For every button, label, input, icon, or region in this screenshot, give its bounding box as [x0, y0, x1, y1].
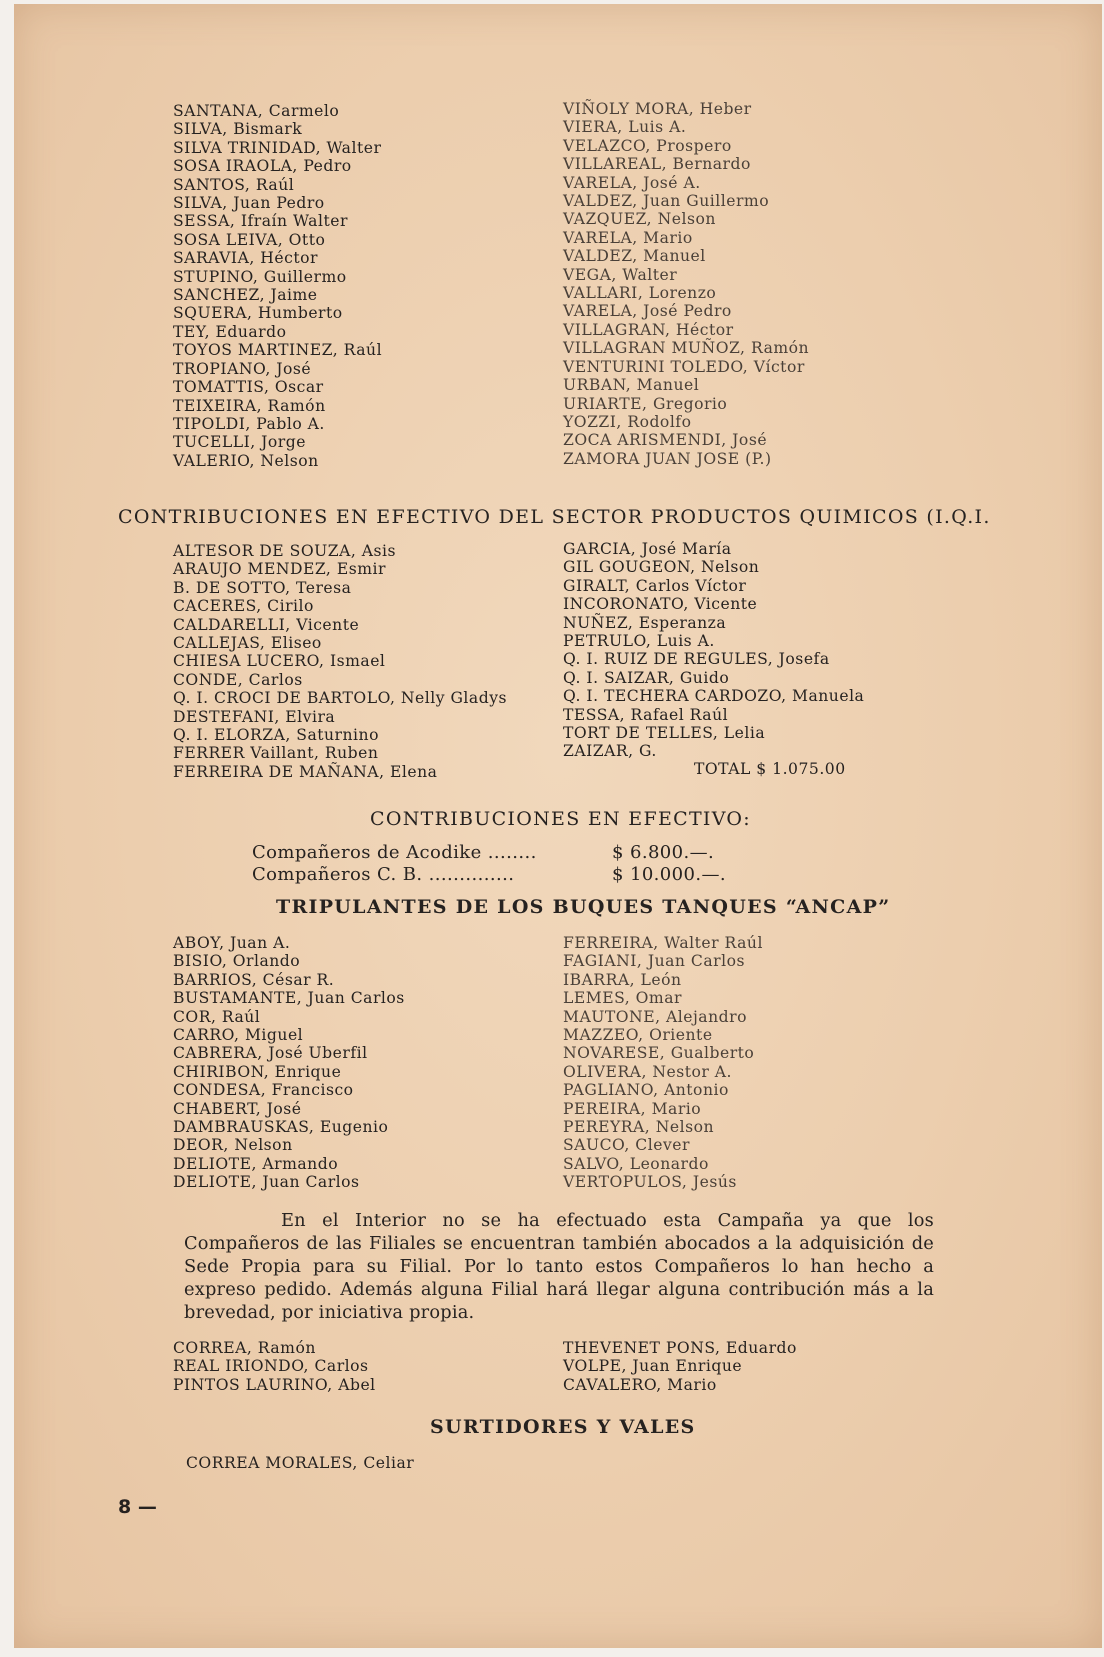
iqi-list-right [563, 540, 864, 761]
list-item: VEGA, Walter [563, 265, 678, 284]
list-item: IBARRA, León [563, 970, 682, 989]
list-item: COR, Raúl [173, 1007, 261, 1026]
list-item: PEREIRA, Mario [563, 1099, 702, 1118]
list-item: ZAIZAR, G. [563, 742, 657, 761]
list-item: VARELA, José A. [563, 173, 701, 192]
list-item: TIPOLDI, Pablo A. [173, 414, 325, 433]
list-item: GIL GOUGEON, Nelson [563, 558, 760, 577]
list-item: VALDEZ, Manuel [563, 247, 706, 266]
list-item: Q. I. SAIZAR, Guido [563, 668, 730, 687]
list-item: TROPIANO, José [173, 359, 312, 378]
interior-list-left [173, 1339, 376, 1394]
list-item: VOLPE, Juan Enrique [563, 1357, 743, 1376]
tanker-list-right [563, 934, 763, 1192]
list-item: CHIRIBON, Enrique [173, 1062, 342, 1081]
tanker-list-left [173, 934, 405, 1192]
list-item: CALLEJAS, Eliseo [173, 634, 322, 653]
iqi-total: TOTAL $ 1.075.00 [694, 760, 846, 778]
list-item: REAL IRIONDO, Carlos [173, 1357, 369, 1376]
iqi-list-left [173, 542, 507, 781]
list-item: VENTURINI TOLEDO, Víctor [563, 357, 805, 376]
list-item: GARCIA, José María [563, 540, 732, 558]
list-item: VERTOPULOS, Jesús [563, 1173, 737, 1192]
list-item: TEIXEIRA, Ramón [173, 396, 326, 415]
list-item: DELIOTE, Juan Carlos [173, 1173, 360, 1192]
cash-row-label: Compañeros de Acodike ........ [252, 842, 537, 863]
list-item: SOSA IRAOLA, Pedro [173, 157, 352, 176]
document-page [14, 4, 1102, 1648]
list-item: CAVALERO, Mario [563, 1375, 717, 1394]
list-item: DAMBRAUSKAS, Eugenio [173, 1118, 389, 1137]
list-item: CORREA MORALES, Celiar [186, 1454, 415, 1472]
list-item: Q. I. ELORZA, Saturnino [173, 726, 379, 745]
list-item: CALDARELLI, Vicente [173, 615, 360, 634]
list-item: MAUTONE, Alejandro [563, 1007, 747, 1026]
list-item: TORT DE TELLES, Lelia [563, 724, 766, 743]
cash-row-amount: $ 6.800.—. [612, 842, 715, 863]
list-item: BUSTAMANTE, Juan Carlos [173, 989, 405, 1008]
list-item: LEMES, Omar [563, 989, 682, 1008]
page-number: 8 — [118, 1496, 157, 1518]
cash-heading: CONTRIBUCIONES EN EFECTIVO: [370, 808, 752, 830]
list-item: VILLAGRAN, Héctor [563, 320, 734, 339]
list-item: ARAUJO MENDEZ, Esmir [173, 560, 386, 579]
list-item: SALVO, Leonardo [563, 1154, 709, 1173]
list-item: VELAZCO, Prospero [563, 136, 732, 155]
list-item: FERREIRA DE MAÑANA, Elena [173, 762, 438, 781]
list-item: YOZZI, Rodolfo [563, 412, 692, 431]
cash-row-label: Compañeros C. B. .............. [252, 864, 515, 885]
list-item: ZOCA ARISMENDI, José [563, 431, 768, 450]
list-item: VALERIO, Nelson [173, 451, 319, 470]
list-item: VALDEZ, Juan Guillermo [563, 192, 770, 211]
iqi-heading: CONTRIBUCIONES EN EFECTIVO DEL SECTOR PRODUCTOS QUIMICOS (I.Q.I. [118, 506, 991, 528]
list-item: VILLAREAL, Bernardo [563, 155, 751, 174]
list-item: SANCHEZ, Jaime [173, 286, 318, 305]
list-item: Q. I. RUIZ DE REGULES, Josefa [563, 650, 830, 669]
cash-row-cb [252, 864, 726, 885]
list-item: SILVA, Bismark [173, 120, 303, 139]
list-item: VAZQUEZ, Nelson [563, 210, 716, 229]
list-item: PEREYRA, Nelson [563, 1118, 715, 1137]
list-item: URIARTE, Gregorio [563, 394, 728, 413]
list-item: CORREA, Ramón [173, 1339, 316, 1357]
list-item: GIRALT, Carlos Víctor [563, 576, 747, 595]
list-item: NOVARESE, Gualberto [563, 1044, 755, 1063]
list-item: URBAN, Manuel [563, 376, 700, 395]
list-item: TUCELLI, Jorge [173, 433, 306, 452]
tanker-heading: TRIPULANTES DE LOS BUQUES TANQUES “ANCAP” [276, 896, 891, 918]
list-item: DEOR, Nelson [173, 1136, 293, 1155]
list-item: CARRO, Miguel [173, 1026, 304, 1045]
list-item: ABOY, Juan A. [173, 934, 291, 952]
list-item: SILVA, Juan Pedro [173, 194, 325, 213]
list-item: BARRIOS, César R. [173, 970, 335, 989]
cash-row-acodike [252, 842, 715, 863]
list-item: VIERA, Luis A. [563, 118, 687, 137]
list-item: VILLAGRAN MUÑOZ, Ramón [563, 339, 810, 358]
list-item: CACERES, Cirilo [173, 597, 314, 616]
list-item: SQUERA, Humberto [173, 304, 343, 323]
list-item: SARAVIA, Héctor [173, 249, 318, 268]
list-item: TOYOS MARTINEZ, Raúl [173, 341, 383, 360]
list-item: CABRERA, José Uberfil [173, 1044, 368, 1063]
list-item: PINTOS LAURINO, Abel [173, 1375, 376, 1394]
list-item: NUÑEZ, Esperanza [563, 613, 727, 632]
list-item: VIÑOLY MORA, Heber [563, 100, 752, 118]
list-item: SILVA TRINIDAD, Walter [173, 138, 382, 157]
list-item: INCORONATO, Vicente [563, 595, 758, 614]
list-item: FAGIANI, Juan Carlos [563, 952, 745, 971]
list-item: PAGLIANO, Antonio [563, 1081, 729, 1100]
surtidores-heading: SURTIDORES Y VALES [430, 1416, 696, 1438]
list-item: SANTOS, Raúl [173, 175, 295, 194]
list-item: THEVENET PONS, Eduardo [563, 1339, 797, 1357]
list-item: DELIOTE, Armando [173, 1154, 339, 1173]
list-item: Q. I. CROCI DE BARTOLO, Nelly Gladys [173, 689, 508, 708]
surtidores-list [186, 1454, 414, 1472]
interior-paragraph: En el Interior no se ha efectuado esta Campaña ya que los Compañeros de las Filiales se encuentran también abocados a la adquisición de Sede Propia para su Filial. Por lo tanto estos Compañeros lo han hecho a expreso pedido. Además alguna Filial hará llegar alguna contribución más a la brevedad, por iniciativa propia. [184, 1210, 934, 1323]
list-item: B. DE SOTTO, Teresa [173, 578, 352, 597]
cash-row-amount: $ 10.000.—. [612, 864, 726, 885]
list-item: SESSA, Ifraín Walter [173, 212, 348, 231]
list-item: SAUCO, Clever [563, 1136, 690, 1155]
list-item: OLIVERA, Nestor A. [563, 1062, 733, 1081]
list-item: ALTESOR DE SOUZA, Asis [173, 542, 397, 560]
list-item: TEY, Eduardo [173, 322, 287, 341]
list-item: BISIO, Orlando [173, 952, 301, 971]
list-item: MAZZEO, Oriente [563, 1026, 713, 1045]
interior-list-right [563, 1339, 797, 1394]
list-a-right [563, 100, 809, 468]
list-item: TESSA, Rafael Raúl [563, 705, 729, 724]
list-item: FERREIRA, Walter Raúl [563, 934, 763, 952]
list-item: CHIESA LUCERO, Ismael [173, 652, 386, 671]
list-a-left [173, 102, 382, 470]
list-item: STUPINO, Guillermo [173, 267, 347, 286]
list-item: DESTEFANI, Elvira [173, 707, 336, 726]
list-item: TOMATTIS, Oscar [173, 378, 324, 397]
list-item: CONDE, Carlos [173, 670, 303, 689]
list-item: FERRER Vaillant, Ruben [173, 744, 379, 763]
list-item: VALLARI, Lorenzo [563, 284, 717, 303]
list-item: VARELA, Mario [563, 228, 693, 247]
list-item: CONDESA, Francisco [173, 1081, 354, 1100]
list-item: SOSA LEIVA, Otto [173, 230, 326, 249]
list-item: PETRULO, Luis A. [563, 632, 715, 651]
list-item: CHABERT, José [173, 1099, 302, 1118]
list-item: Q. I. TECHERA CARDOZO, Manuela [563, 687, 865, 706]
list-item: ZAMORA JUAN JOSE (P.) [563, 449, 772, 468]
list-item: SANTANA, Carmelo [173, 102, 340, 120]
list-item: VARELA, José Pedro [563, 302, 732, 321]
